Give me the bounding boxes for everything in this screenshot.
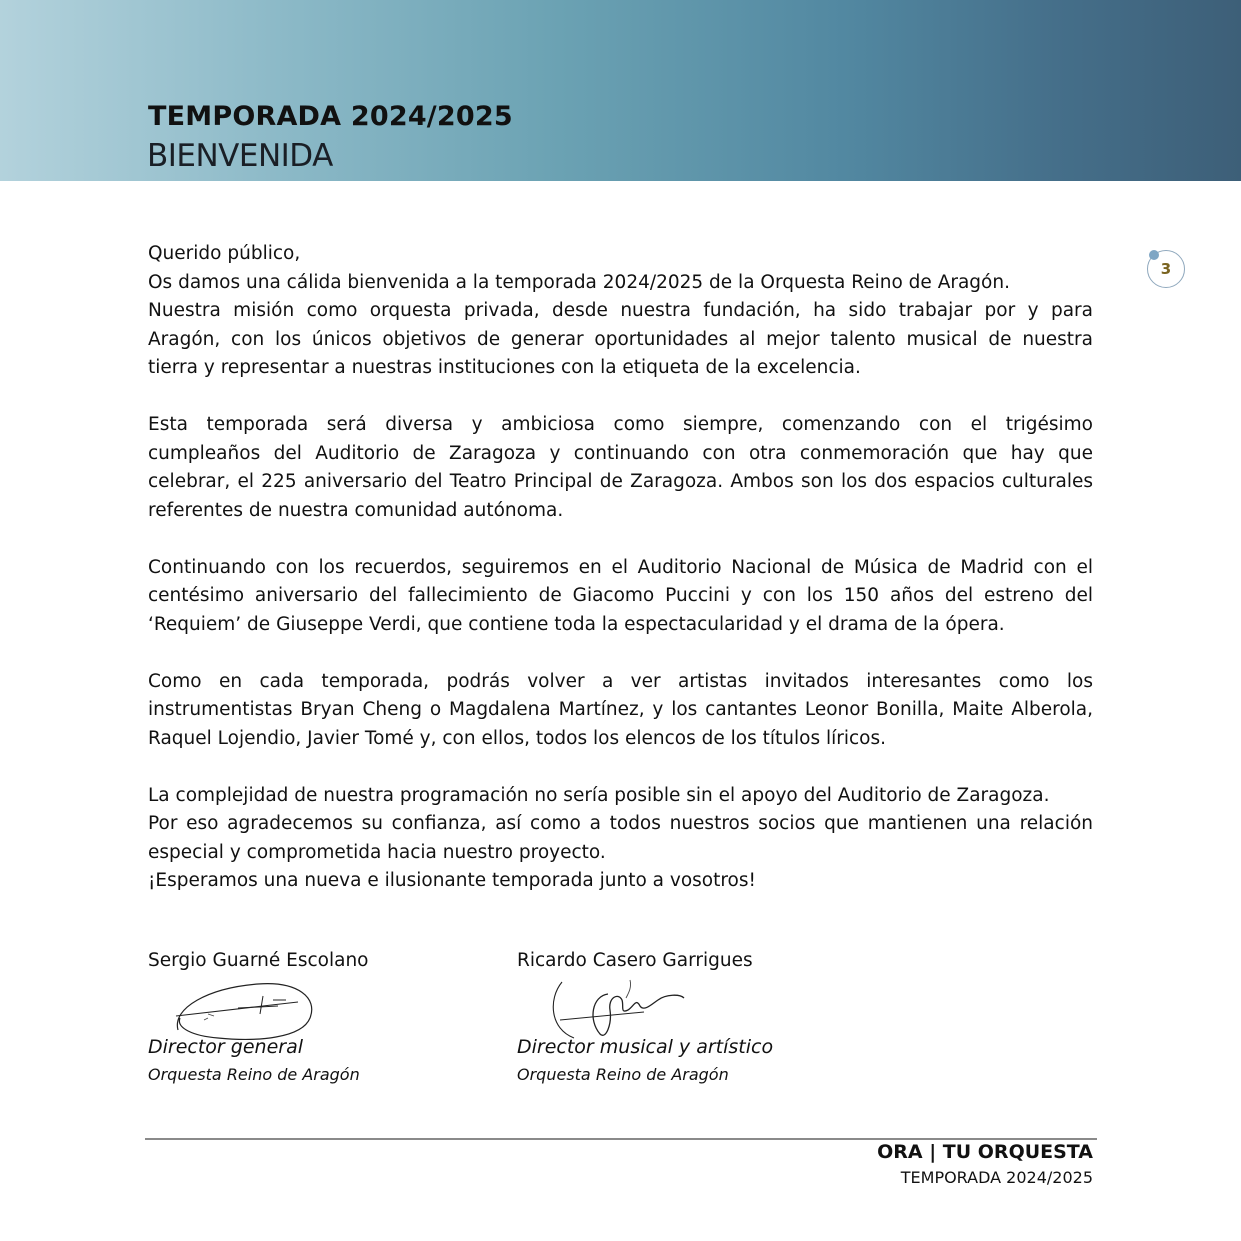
letter-line: Aragón, con los únicos objetivos de generar oportunidades al mejor talento musical de nuestra <box>148 328 1093 350</box>
letter-line: Querido público, <box>148 243 301 264</box>
letter-paragraph-1 <box>148 240 1093 383</box>
letter-line: Nuestra misión como orquesta privada, desde nuestra fundación, ha sido trabajar por y para <box>148 300 1093 321</box>
letter-line: ¡Esperamos una nueva e ilusionante temporada junto a vosotros! <box>148 870 756 891</box>
signature-1-image <box>168 978 318 1044</box>
letter-line: Como en cada temporada, podrás volver a ver artistas invitados interesantes como los <box>148 670 1093 692</box>
letter-line: cumpleaños del Auditorio de Zaragoza y continuando con otra conmemoración que hay que <box>148 442 1093 464</box>
letter-line: ‘Requiem’ de Giuseppe Verdi, que contiene toda la espectacularidad y el drama de la ópera. <box>148 613 1005 635</box>
letter-line: instrumentistas Bryan Cheng o Magdalena Martínez, y los cantantes Leonor Bonilla, Maite Alberola, <box>148 699 1093 720</box>
letter-paragraph-3 <box>148 554 1093 640</box>
letter-paragraph-4 <box>148 668 1093 754</box>
letter-line: Raquel Lojendio, Javier Tomé y, con ellos, todos los elencos de los títulos líricos. <box>148 727 886 749</box>
letter-line: tierra y representar a nuestras instituciones con la etiqueta de la excelencia. <box>148 357 861 378</box>
signatory-2-organization: Orquesta Reino de Aragón <box>517 1065 729 1084</box>
footer-divider <box>145 1138 1097 1140</box>
signatory-2-name: Ricardo Casero Garrigues <box>517 950 753 971</box>
letter-paragraph-5 <box>148 782 1093 896</box>
signatory-1-name: Sergio Guarné Escolano <box>148 950 369 971</box>
signatory-1-role: Director general <box>148 1036 303 1058</box>
signatory-1-organization: Orquesta Reino de Aragón <box>148 1065 360 1084</box>
page-number-badge: 3 <box>1147 250 1185 288</box>
page-badge-dot-icon <box>1149 250 1159 260</box>
letter-line: Por eso agradecemos su confianza, así como a todos nuestros socios que mantienen una relación <box>148 813 1093 834</box>
letter-line: celebrar, el 225 aniversario del Teatro Principal de Zaragoza. Ambos son los dos espacios culturales <box>148 471 1093 492</box>
letter-paragraph-2 <box>148 411 1093 525</box>
page-subtitle: BIENVENIDA <box>147 138 333 174</box>
footer-season: TEMPORADA 2024/2025 <box>900 1168 1093 1187</box>
letter-line: Continuando con los recuerdos, seguiremos en el Auditorio Nacional de Música de Madrid con el <box>148 556 1093 578</box>
letter-line: La complejidad de nuestra programación no sería posible sin el apoyo del Auditorio de Zaragoza. <box>148 784 1050 806</box>
letter-line: Esta temporada será diversa y ambiciosa como siempre, comenzando con el trigésimo <box>148 414 1093 435</box>
letter-line: Os damos una cálida bienvenida a la temporada 2024/2025 de la Orquesta Reino de Aragón. <box>148 271 1010 293</box>
letter-line: especial y comprometida hacia nuestro proyecto. <box>148 841 606 863</box>
letter-line: referentes de nuestra comunidad autónoma. <box>148 499 564 521</box>
page-title: TEMPORADA 2024/2025 <box>148 101 513 132</box>
signatory-2-role: Director musical y artístico <box>517 1036 774 1058</box>
welcome-letter <box>148 240 1093 896</box>
letter-line: centésimo aniversario del fallecimiento de Giacomo Puccini y con los 150 años del estreno del <box>148 585 1093 606</box>
footer-brand: ORA | TU ORQUESTA <box>877 1141 1093 1163</box>
